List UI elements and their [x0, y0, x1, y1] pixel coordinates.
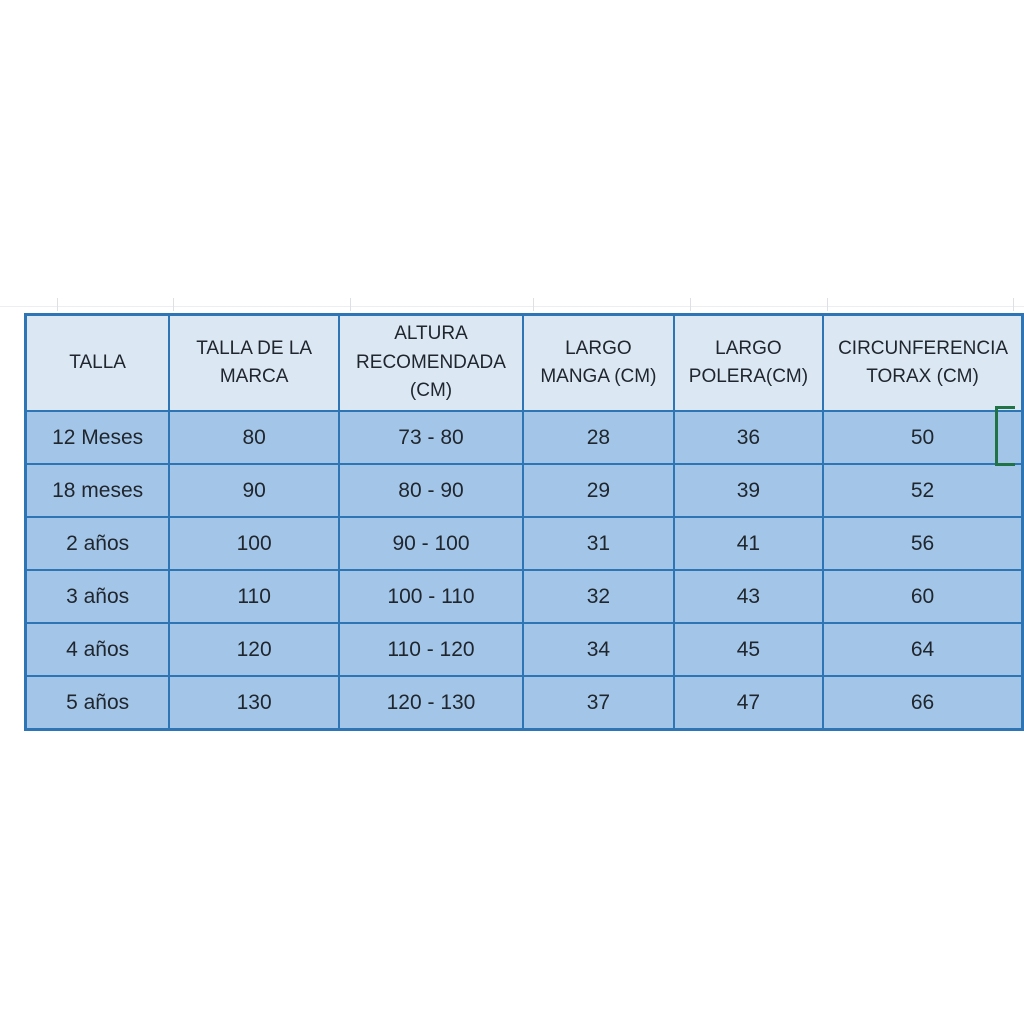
- table-cell[interactable]: 56: [823, 517, 1022, 570]
- table-cell[interactable]: 5 años: [26, 676, 170, 730]
- column-header[interactable]: ALTURA RECOMENDADA (CM): [339, 315, 523, 412]
- table-cell[interactable]: 31: [523, 517, 674, 570]
- column-header[interactable]: TALLA DE LA MARCA: [169, 315, 339, 412]
- gridline-stub: [350, 298, 351, 311]
- table-cell[interactable]: 100 - 110: [339, 570, 523, 623]
- table-body: [26, 411, 1023, 730]
- active-cell-selection-bracket: [995, 406, 1015, 466]
- gridline-stub: [827, 298, 828, 311]
- table-cell[interactable]: 4 años: [26, 623, 170, 676]
- table-cell[interactable]: 43: [674, 570, 823, 623]
- table-cell[interactable]: 73 - 80: [339, 411, 523, 464]
- table-cell[interactable]: 18 meses: [26, 464, 170, 517]
- table-cell[interactable]: 130: [169, 676, 339, 730]
- table-cell[interactable]: 120: [169, 623, 339, 676]
- gridline-stub: [1013, 298, 1014, 311]
- table-cell[interactable]: 2 años: [26, 517, 170, 570]
- gridline-stub: [173, 298, 174, 311]
- table-cell[interactable]: 39: [674, 464, 823, 517]
- column-header[interactable]: CIRCUNFERENCIA TORAX (CM): [823, 315, 1022, 412]
- table-cell[interactable]: 60: [823, 570, 1022, 623]
- table-cell[interactable]: 36: [674, 411, 823, 464]
- table-cell[interactable]: 47: [674, 676, 823, 730]
- column-header[interactable]: LARGO POLERA(CM): [674, 315, 823, 412]
- header-row: [26, 315, 1023, 412]
- table-cell[interactable]: 41: [674, 517, 823, 570]
- table-cell[interactable]: 100: [169, 517, 339, 570]
- table-cell[interactable]: 80: [169, 411, 339, 464]
- table-row: [26, 517, 1023, 570]
- table-row: [26, 623, 1023, 676]
- column-header[interactable]: LARGO MANGA (CM): [523, 315, 674, 412]
- gridline-stub: [533, 298, 534, 311]
- table-row: [26, 464, 1023, 517]
- table-cell[interactable]: 37: [523, 676, 674, 730]
- table-cell[interactable]: 29: [523, 464, 674, 517]
- table-row: [26, 570, 1023, 623]
- gridline-stub: [57, 298, 58, 311]
- table-cell[interactable]: 110: [169, 570, 339, 623]
- gridline-top: [0, 306, 1024, 307]
- table-cell[interactable]: 45: [674, 623, 823, 676]
- table-row: [26, 676, 1023, 730]
- column-header[interactable]: TALLA: [26, 315, 170, 412]
- table-cell[interactable]: 34: [523, 623, 674, 676]
- table-row: [26, 411, 1023, 464]
- table-cell[interactable]: 12 Meses: [26, 411, 170, 464]
- table-cell[interactable]: 90: [169, 464, 339, 517]
- table-cell[interactable]: 120 - 130: [339, 676, 523, 730]
- gridline-stub: [690, 298, 691, 311]
- table-cell[interactable]: 110 - 120: [339, 623, 523, 676]
- table-cell[interactable]: 32: [523, 570, 674, 623]
- size-chart-table: [24, 313, 1024, 731]
- table-cell[interactable]: 66: [823, 676, 1022, 730]
- table-cell[interactable]: 64: [823, 623, 1022, 676]
- table-cell[interactable]: 28: [523, 411, 674, 464]
- table-cell[interactable]: 52: [823, 464, 1022, 517]
- table-cell[interactable]: 50: [823, 411, 1022, 464]
- table-cell[interactable]: 80 - 90: [339, 464, 523, 517]
- table-cell[interactable]: 90 - 100: [339, 517, 523, 570]
- table-cell[interactable]: 3 años: [26, 570, 170, 623]
